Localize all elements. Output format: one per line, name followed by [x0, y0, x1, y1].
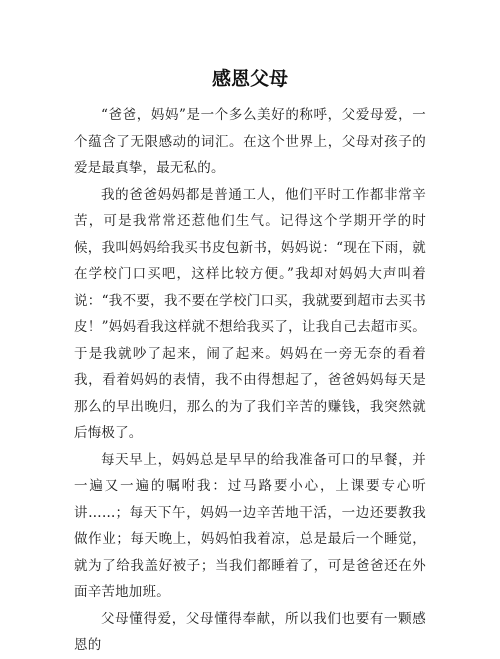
paragraph-2: 我的爸爸妈妈都是普通工人，他们平时工作都非常辛苦，可是我常常还惹他们生气。记得这个学期开学的时候，我叫妈妈给我买书皮包新书，妈妈说：“现在下雨，就在学校门口买吧，这样比较方便。”我却对妈妈大声叫着说：“我不要，我不要在学校门口买，我就要到超市去买书皮！”妈妈看我这样就不想给我买了，让我自己去超市买。于是我就吵了起来，闹了起来。妈妈在一旁无奈的看着我，看着妈妈的表情，我不由得想起了，爸爸妈妈每天是那么的早出晚归，那么的为了我们辛苦的赚钱，我突然就后悔极了。	[74, 186, 426, 441]
paragraph-4: 父母懂得爱，父母懂得奉献，所以我们也要有一颗感恩的	[74, 610, 426, 653]
document-title: 感恩父母	[211, 68, 288, 90]
paragraph-1: “爸爸，妈妈”是一个多么美好的称呼，父爱母爱，一个蕴含了无限感动的词汇。在这个世界上，父母对孩子的爱是最真挚，最无私的。	[74, 107, 426, 176]
paragraph-3: 每天早上，妈妈总是早早的给我准备可口的早餐，并一遍又一遍的嘱咐我：过马路要小心，上课要专心听讲……；每天下午，妈妈一边辛苦地干活，一边还要教我做作业；每天晚上，妈妈怕我着凉，总是最后一个睡觉，就为了给我盖好被子；当我们都睡着了，可是爸爸还在外面辛苦地加班。	[74, 451, 426, 600]
